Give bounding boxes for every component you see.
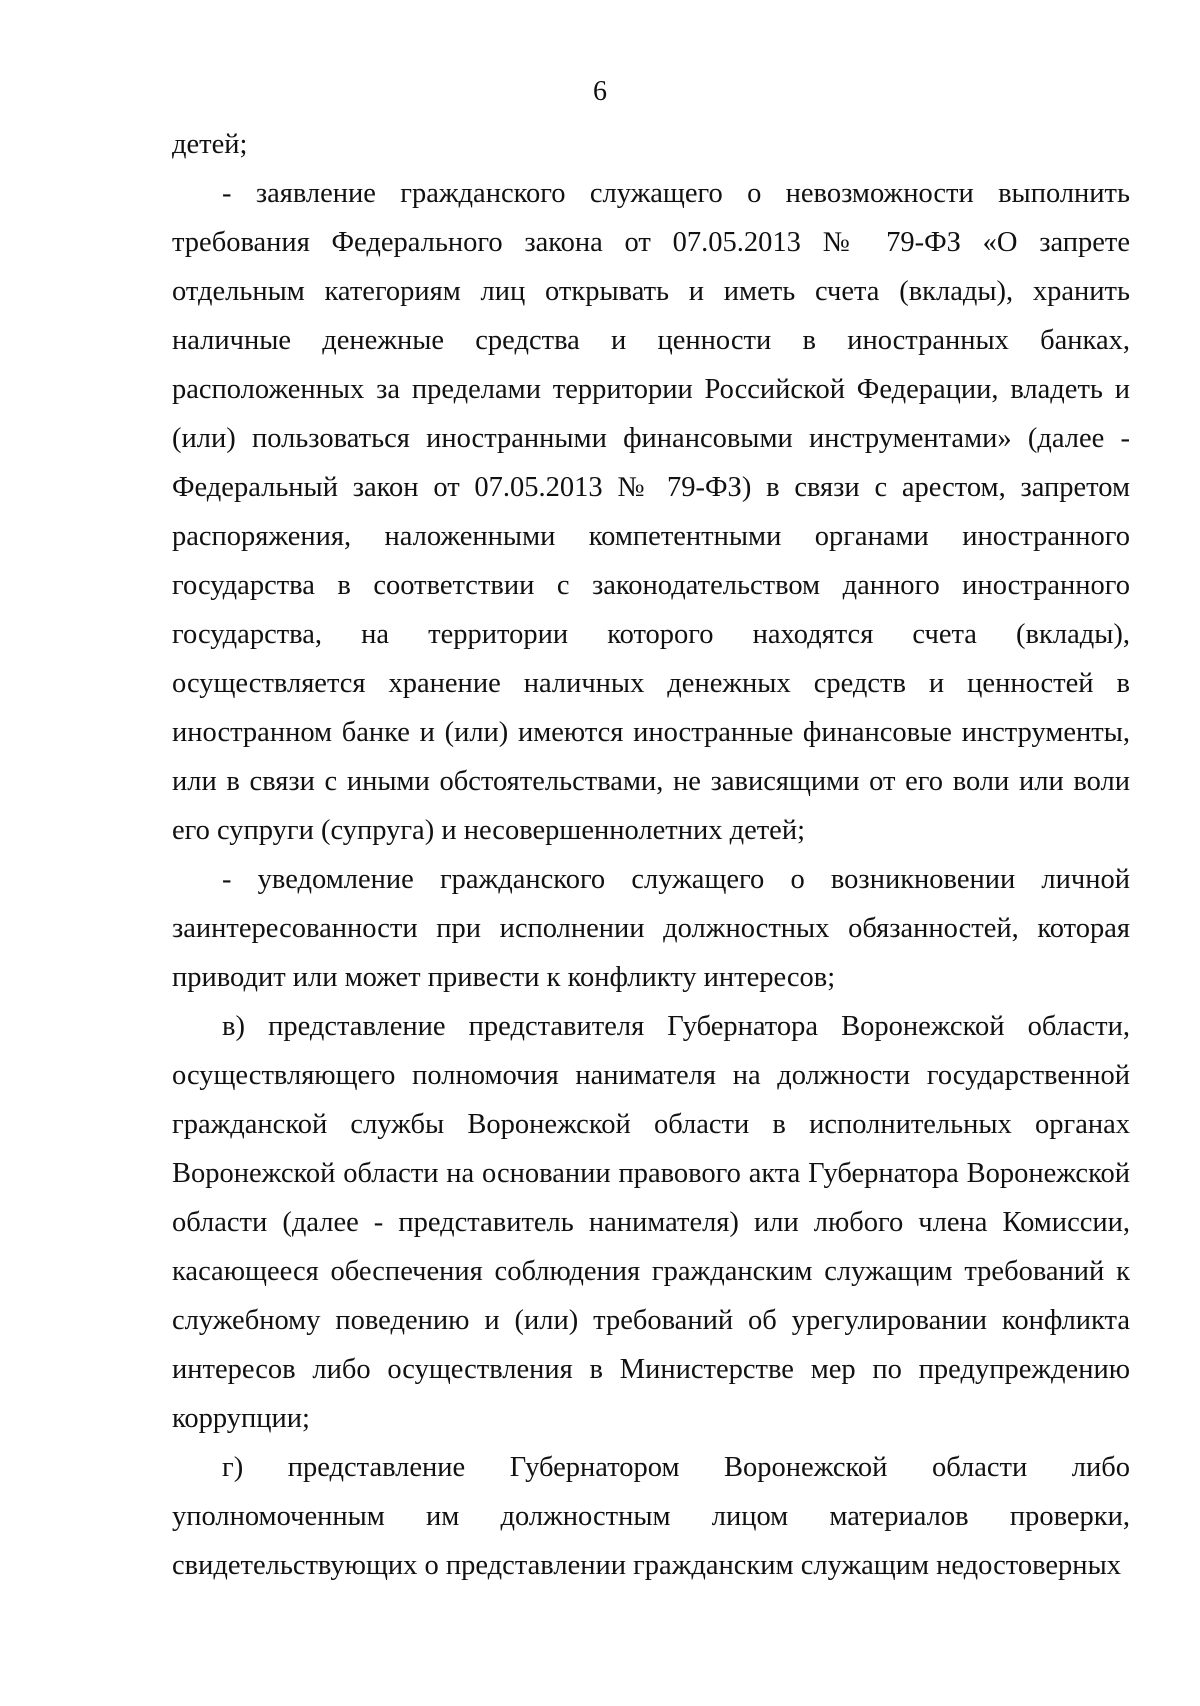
paragraph-item-g: г) представление Губернатором Воронежской области либо уполномоченным им должностным лицом материалов проверки, свидетельствующих о представлении гражданским служащим недостоверных [172,1452,1130,1581]
paragraph-statement-79fz: - заявление гражданского служащего о невозможности выполнить требования Федерального закона от 07.05.2013 № 79-ФЗ «О запрете отдельным категориям лиц открывать и иметь счета (вклады), хранить наличные денежные средства и ценности в иностранных банках, расположенных за пределами территории Российской Федерации, владеть и (или) пользоваться иностранными финансовыми инструментами» (далее - Федеральный закон от 07.05.2013 № 79-ФЗ) в связи с арестом, запретом распоряжения, наложенными компетентными органами иностранного государства в соответствии с законодательством данного иностранного государства, на территории которого находятся счета (вклады), осуществляется хранение наличных денежных средств и ценностей в иностранном банке и (или) имеются иностранные финансовые инструменты, или в связи с иными обстоятельствами, не зависящими от его воли или воли его супруги (супруга) и несовершеннолетних детей; [172,178,1130,846]
page-number: 6 [593,76,607,107]
paragraph-continuation: детей; [172,129,248,160]
document-body [172,120,1130,1590]
paragraph-item-v: в) представление представителя Губернатора Воронежской области, осуществляющего полномочия нанимателя на должности государственной гражданской службы Воронежской области в исполнительных органах Воронежской области на основании правового акта Губернатора Воронежской области (далее - представитель нанимателя) или любого члена Комиссии, касающееся обеспечения соблюдения гражданским служащим требований к служебному поведению и (или) требований об урегулировании конфликта интересов либо осуществления в Министерстве мер по предупреждению коррупции; [172,1011,1130,1434]
paragraph-conflict-notice: - уведомление гражданского служащего о возникновении личной заинтересованности при исполнении должностных обязанностей, которая приводит или может привести к конфликту интересов; [172,864,1130,993]
